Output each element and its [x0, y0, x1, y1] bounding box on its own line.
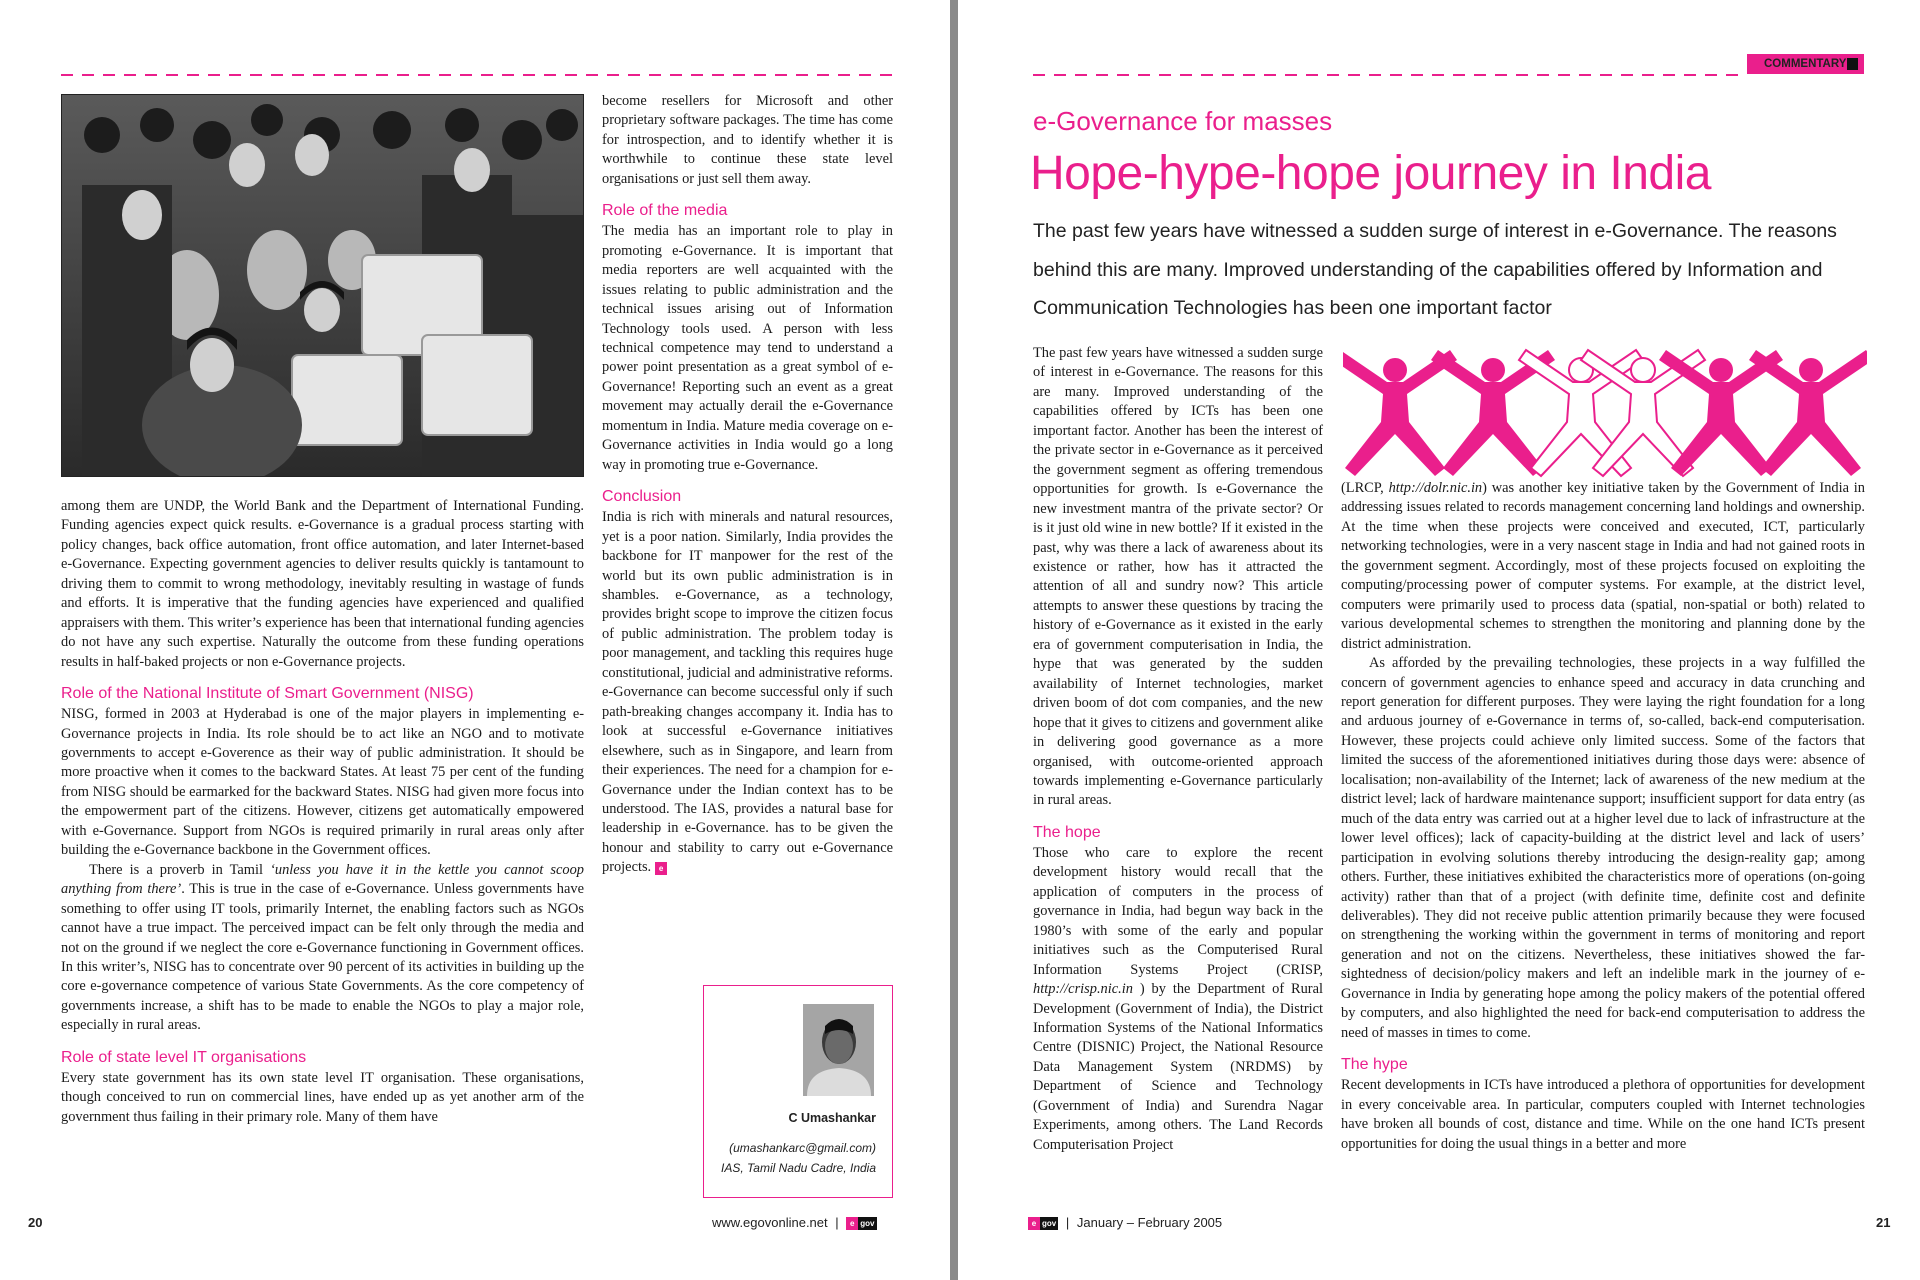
- left-page: [0, 0, 950, 1280]
- section-tag: [1747, 54, 1864, 74]
- section-heading-media: Role of the media: [602, 202, 728, 220]
- paragraph: among them are UNDP, the World Bank and the Department of International Funding. Funding agencies expect quick results. e-Governance is a gradual process starting with policy changes, back office automation, front office automation, and later Internet-based e-Governance. Expecting government agencies to deliver results quickly is tantamount to driving them to commit to wrong methodology, inevitably resulting in wastage of funds and efforts. It is imperative that the funding agencies have experienced and qualified appraisers with them. This writer’s experience has been that international funding agencies do not have any such expertise. Naturally the outcome from these funding operations results in half-baked projects or non e-Governance projects.: [61, 498, 584, 670]
- page-number: 20: [28, 1215, 43, 1230]
- text: Those who care to explore the recent development history would recall that the application of computers in the process of governance in India, had begun way back in the 1980’s with some of the early and popular initiatives such as the Computerised Rural Information Systems Project (CRISP,: [1033, 844, 1323, 978]
- person-figure-pink: [1343, 350, 1457, 476]
- logo-gov: gov: [1042, 1219, 1057, 1229]
- footer-site-url[interactable]: www.egovonline.net: [712, 1215, 828, 1230]
- headline: Hope-hype-hope journey in India: [1030, 147, 1711, 200]
- paragraph: NISG, formed in 2003 at Hyderabad is one of the major players in implementing e-Governance projects in India. Its role should be to act like an NGO and to motivate governments to accept e-Goverence as their way of public administration. It should be more proactive when it comes to the backward States. At least 75 per cent of the funding from NISG should be earmarked for the backward States. NISG had given more focus into the empowerment part of the citizens. However, citizens get automatically empowered with e-Governance. Support from NGOs is required primarily in rural areas only after building the e-Governance backbone in the Government offices.: [61, 706, 584, 859]
- text: . This is true in the case of e-Governance. Unless governments have something to offer using IT tools, primarily Internet, the enabling factors such as NGOs cannot have a true impact. The perceived impact can be felt only through the media and not on the ground if we neglect the core e-Governance functioning in Government offices. In this writer’s, NISG has to concentrate over 90 percent of its activities in building up the core e-governance competence of various State Governments. As the core competency of governments increase, a shift has to be made to enable the NGOs to play a major role, especially in rural areas.: [61, 881, 584, 1034]
- egov-logo-icon: [846, 1217, 876, 1230]
- paper-chain-people-graphic: [1343, 342, 1867, 482]
- dolr-link[interactable]: http://dolr.nic.in: [1388, 480, 1483, 496]
- paragraph-proverb: [61, 861, 584, 1036]
- text: (LRCP,: [1341, 480, 1389, 496]
- footer-separator: |: [1065, 1215, 1070, 1230]
- top-dashed-rule: [1033, 74, 1745, 76]
- author-photo: [803, 1004, 874, 1096]
- paragraph: The past few years have witnessed a sudden surge of interest in e-Governance. The reasons for this are many. Improved understanding of the capabilities offered by ICTs has been one important factor. Another has been the interest of the private sector in e-Governance as it perceived the government segment as offering tremendous opportunities for growth. Is e-Governance the new investment mantra of the private sector? Or is it just old wine in new bottle? If it existed in the past, why was there a lack of awareness about its existence or rather, how has it attracted the attention of all and sundry now? This article attempts to answer these questions by tracing the history of e-Governance as it existed in the early era of government computerisation in India, the hype that was generated by the sudden availability of Internet technologies, market driven boom of dot com companies, and the new hope that it gives to citizens and government alike in delivering good governance as a more organised, with outcome-oriented approach towards implementing e-Governance particularly in rural areas.: [1033, 345, 1323, 809]
- paragraph: [1033, 844, 1323, 1155]
- section-heading-state-it: Role of state level IT organisations: [61, 1048, 307, 1066]
- text: India is rich with minerals and natural resources, yet is a poor nation. Similarly, India provides the backbone for IT manpower for the rest of the world but its own public administration is in shambles. e-Governance, as a technology, provides bright scope to improve the citizen focus of public administration. The problem today is poor management, and tackling this requires huge constitutional, judicial and administrative reforms. e-Governance can become successful only if such path-breaking changes accompany it. India has to look at successful e-Governance initiatives elsewhere, such as in Singapore, and learn from their experiences. The need for a champion for e-Governance under the Indian context has to be understood. The IAS, provides a natural base for leadership in e-Governance. has to be given the honour and stability to carry out e-Governance projects.: [602, 509, 893, 876]
- section-heading-hope: The hope: [1033, 823, 1101, 841]
- author-cadre: IAS, Tamil Nadu Cadre, India: [721, 1161, 876, 1175]
- text: ) was another key initiative taken by the Government of India in addressing issues related to records management concerning land holdings and ownership. At the time when these projects were conceived and executed, ICT, particularly networking technologies, were in a very nascent stage in India and had not gained roots in the government segment. Accordingly, most of these projects focused on exploiting the computing/processing power of computer systems. For example, at the district level, computers were primarily used to process data (spatial, non-spatial or both) related to various developmental schemes to strengthen the monitoring and planning done by the district administration.: [1341, 480, 1865, 652]
- paragraph: The media has an important role to play in promoting e-Governance. It is important that media reporters are well acquainted with the issues relating to public administration and the technical issues arising out of Information Technology tools used. A person with less technical competence may tend to understand a power point presentation as a great symbol of e-Governance! Reporting such an event as a great movement may actually derail the e-Governance momentum in India. Mature media coverage on e-Governance activities in India would go a long way in promoting true e-Governance.: [602, 223, 893, 473]
- tag-square-icon: [1847, 58, 1858, 70]
- paragraph: [1341, 479, 1865, 654]
- section-tag-label: COMMENTARY: [1764, 58, 1847, 70]
- paragraph: Every state government has its own state level IT organisation. These organisations, though conceived to run on commercial lines, have ended up as yet another arm of the government thus failing in their primary role. Many of them have: [61, 1069, 584, 1125]
- logo-e: e: [1028, 1217, 1040, 1230]
- right-column-1: [1033, 344, 1323, 1155]
- paragraph: [602, 508, 893, 878]
- deck: The past few years have witnessed a sudden surge of interest in e-Governance. The reasons behind this are many. Improved understanding of the capabilities offered by Information and Communication Technologies has been one important factor: [1033, 220, 1837, 319]
- paragraph: As afforded by the prevailing technologies, these projects in a way fulfilled the concern of government agencies to enhance speed and accuracy in data crunching and report generation for different purposes. They were laying the right foundation for a long and arduous journey of e-Governance in terms of, so-called, back-end computerisation. However, these projects could achieve only limited success. Some of the factors that limited the success of the aforementioned initiatives during those days were: absence of localisation; non-availability of the Internet; lack of awareness of the new medium at the district level; lack of hardware maintenance support; insufficient support for data entry (as much of the data entry was carried out at a higher level due to lack of infrastructure at the lower level offices); lack of capacity-building at the district level and lack of users’ participation in evolving solutions thereby introducing the design-reality gap; among others. Further, these initiatives exhibited the characteristics more of operations (on-going activity) rather than that of a project (with definite time, definite cost and definite deliverables). They did not receive public attention primarily because they were focused on strengthening the working within the government in terms of monitoring and report generation and not on the citizens. Nevertheless, these initiatives showed the far-sightedness of decision/policy makers and left an indelible mark in the journey of e-Governance in India by generating hope among the policy makers of the potential offered by computers, and also highlighted the need for back-end computerisation to address the need of masses in times to come.: [1341, 655, 1865, 1041]
- left-column-2: [602, 92, 893, 878]
- logo-e: e: [846, 1217, 858, 1230]
- crisp-link[interactable]: http://crisp.nic.in: [1033, 981, 1133, 998]
- people-row: [1343, 350, 1867, 476]
- section-heading-hype: The hype: [1341, 1056, 1408, 1074]
- logo-e: e: [655, 862, 667, 875]
- classroom-photo: [61, 94, 584, 477]
- footer-issue: [1028, 1215, 1222, 1230]
- paragraph: become resellers for Microsoft and other proprietary software packages. The time has come for introspection, and to identify whether it is worthwhile to continue these state level organisations or just sell them away.: [602, 93, 893, 187]
- person-figure-pink: [1749, 350, 1867, 476]
- proverb-quote: ‘unless you have it in the kettle you cannot scoop anything from there’: [61, 861, 584, 898]
- logo-gov: gov: [860, 1219, 875, 1229]
- author-name: C Umashankar: [788, 1111, 876, 1125]
- text: There is a proverb in Tamil: [89, 861, 271, 878]
- photo-illustration: [62, 95, 584, 477]
- person-figure-outline: [1519, 350, 1643, 476]
- section-heading-conclusion: Conclusion: [602, 488, 682, 506]
- footer-site: [712, 1215, 877, 1230]
- left-column-1: [61, 497, 584, 1127]
- footer-issue-date: January – February 2005: [1076, 1215, 1223, 1230]
- footer-separator: |: [835, 1215, 839, 1230]
- paragraph: Recent developments in ICTs have introduced a plethora of opportunities for development in every conceivable area. In particular, computers coupled with Internet technologies have broken all bounds of cost, distance and time. While on the one hand ICTs present opportunities for doing the usual things in a better and more: [1341, 1077, 1865, 1152]
- author-email[interactable]: (umashankarc@gmail.com): [729, 1141, 876, 1155]
- page-gutter: [950, 0, 958, 1280]
- egov-logo-icon: [1028, 1217, 1058, 1230]
- author-box: [703, 985, 893, 1198]
- kicker: e-Governance for masses: [1033, 106, 1333, 136]
- section-heading-nisg: Role of the National Institute of Smart Government (NISG): [61, 685, 474, 703]
- right-column-2: [1341, 479, 1865, 1154]
- top-dashed-rule: [61, 74, 893, 76]
- page-number: 21: [1876, 1215, 1891, 1230]
- author-portrait: [803, 1004, 874, 1096]
- text: ) by the Department of Rural Development (Government of India), the District Information Systems of the National Informatics Centre (DISNIC) Project, the National Resource Data Management System (NRDMS) by Department of Science and Technology (Government of India) and Surendra Nagar Experiments, among others. The Land Records Computerisation Project: [1033, 981, 1323, 1153]
- end-mark-icon: [655, 862, 667, 875]
